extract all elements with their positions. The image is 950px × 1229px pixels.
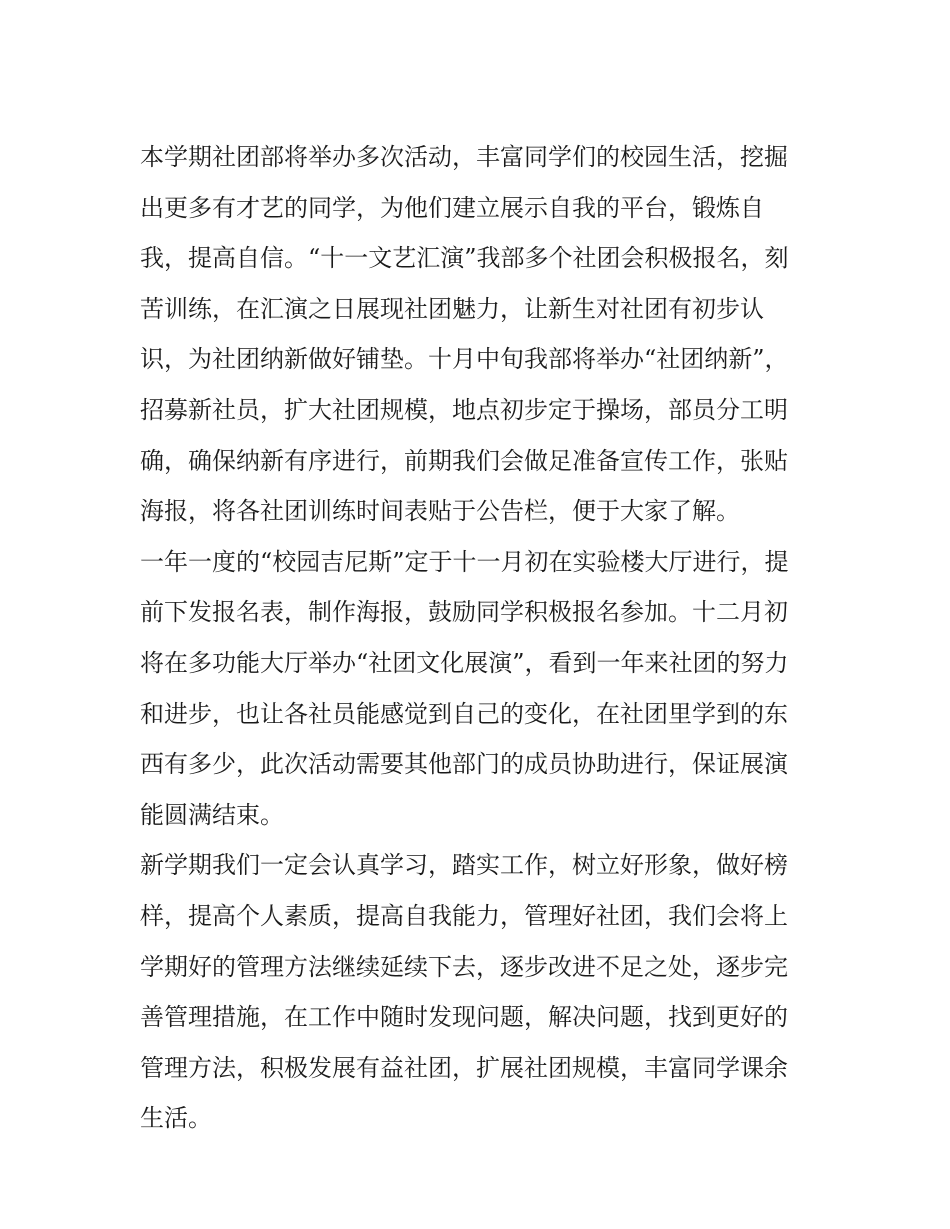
text-line: 将在多功能大厅举办“社团文化展演”，看到一年来社团的努力 [140,648,789,677]
text-line: 能圆满结束。 [140,800,284,829]
text-line: 西有多少，此次活动需要其他部门的成员协助进行，保证展演 [140,750,788,779]
paragraph-activities [140,132,812,537]
text-line: 识，为社团纳新做好铺垫。十月中旬我部将举办“社团纳新”， [140,345,789,374]
text-line: 本学期社团部将举办多次活动，丰富同学们的校园生活，挖掘 [140,143,788,171]
text-line: 一年一度的“校园吉尼斯”定于十一月初在实验楼大厅进行，提 [140,547,789,576]
text-line: 出更多有才艺的同学，为他们建立展示自我的平台，锻炼自 [140,193,764,222]
text-line: 海报，将各社团训练时间表贴于公告栏，便于大家了解。 [140,497,740,526]
text-line: 前下发报名表，制作海报，鼓励同学积极报名参加。十二月初 [140,598,788,627]
text-line: 生活。 [140,1104,212,1133]
text-line: 样，提高个人素质，提高自我能力，管理好社团，我们会将上 [140,901,788,930]
text-line: 我，提高自信。“十一文艺汇演”我部多个社团会积极报名，刻 [140,244,789,273]
text-line: 招募新社员，扩大社团规模，地点初步定于操场，部员分工明 [140,395,788,424]
text-line: 苦训练，在汇演之日展现社团魅力，让新生对社团有初步认 [140,294,764,323]
document-body [140,132,812,1144]
text-line: 学期好的管理方法继续延续下去，逐步改进不足之处，逐步完 [140,952,788,981]
paragraph-events [140,537,812,841]
text-line: 新学期我们一定会认真学习，踏实工作，树立好形象，做好榜 [140,851,788,880]
text-line: 和进步，也让各社员能感觉到自己的变化，在社团里学到的东 [140,699,788,728]
text-line: 善管理措施，在工作中随时发现问题，解决问题，找到更好的 [140,1003,788,1032]
text-line: 管理方法，积极发展有益社团，扩展社团规模，丰富同学课余 [140,1053,788,1082]
text-line: 确，确保纳新有序进行，前期我们会做足准备宣传工作，张贴 [140,446,788,475]
paragraph-goals [140,840,812,1144]
